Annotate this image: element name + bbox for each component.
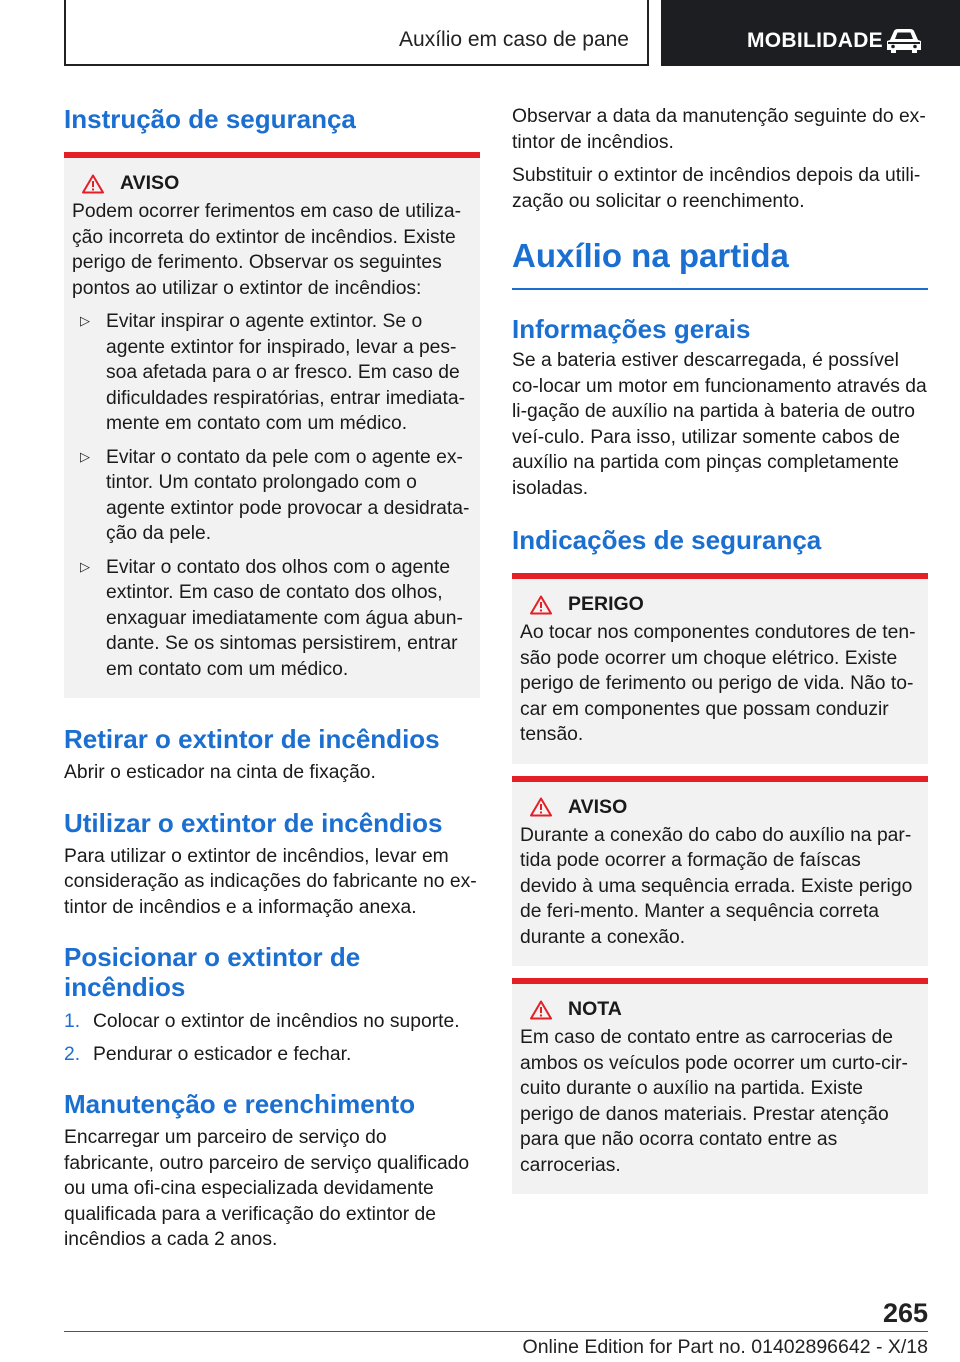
heading-general-info: Informações gerais	[512, 314, 751, 344]
header-section-title: Auxílio em caso de pane	[399, 28, 629, 51]
header-chapter-title: MOBILIDADE	[747, 29, 883, 52]
heading-jump-start: Auxílio na partida	[512, 237, 789, 274]
note-box	[512, 978, 928, 1194]
left-column	[64, 100, 480, 1253]
heading-maintenance: Manutenção e reenchimento	[64, 1089, 416, 1119]
footer-divider	[64, 1331, 928, 1332]
paragraph-replace: Substituir o extintor de incêndios depois da utili-zação ou solicitar o reenchimento.	[512, 165, 921, 212]
paragraph-general-info: Se a bateria estiver descarregada, é possível co-locar um motor em funcionamento através da li-gação de auxílio na partida à bateria de outro veí-culo. Para isso, utilizar somente cabos de auxílio na partida com pinças completamente isoladas.	[512, 350, 927, 499]
list-item	[64, 1009, 480, 1035]
footer-edition: Online Edition for Part no. 01402896642 - X/18	[522, 1336, 928, 1358]
warning-box-title	[72, 172, 472, 195]
steps-list	[64, 1009, 480, 1067]
heading-use-extinguisher: Utilizar o extintor de incêndios	[64, 807, 443, 838]
danger-box	[512, 573, 928, 764]
page-number: 265	[882, 1298, 928, 1328]
heading-safety-notes: Indicações de segurança	[512, 525, 822, 555]
danger-label: PERIGO	[568, 593, 644, 615]
triangle-bullet-icon: ▷	[80, 448, 90, 464]
step-number: 1.	[64, 1011, 81, 1032]
warning-box	[512, 776, 928, 967]
car-icon	[884, 26, 924, 56]
paragraph-remove: Abrir o esticador na cinta de fixação.	[64, 762, 376, 783]
header-section-frame	[64, 0, 649, 66]
list-item	[64, 1042, 480, 1068]
warning-triangle-icon	[82, 174, 104, 194]
paragraph-use: Para utilizar o extintor de incêndios, levar em consideração as indicações do fabricante no ex-tintor de incêndios e a informação anexa.	[64, 845, 477, 918]
warning-triangle-icon	[530, 797, 552, 817]
warning-label: AVISO	[120, 172, 180, 194]
heading-safety-instruction: Instrução de segurança	[64, 104, 356, 134]
triangle-bullet-icon: ▷	[80, 313, 90, 328]
warning-label: AVISO	[568, 795, 628, 818]
paragraph-maintenance: Encarregar um parceiro de serviço do fabricante, outro parceiro de serviço qualificado ou uma ofi-cina especializada devidamente qualificada para a verificação do extintor de incêndios a cada 2 anos.	[64, 1127, 470, 1250]
list-item	[72, 445, 472, 547]
warning-box-title	[520, 796, 920, 819]
list-item	[72, 309, 472, 437]
note-text: Em caso de contato entre as carrocerias de ambos os veículos pode ocorrer um curto-cir-cuito durante o auxílio na partida. Existe perigo de danos materiais. Prestar atenção para que não ocorra contato entre as carrocerias.	[520, 1027, 908, 1176]
warning-triangle-icon	[530, 1000, 552, 1020]
note-box-title	[520, 998, 920, 1021]
heading-position-extinguisher: Posicionar o extintor de incêndios	[64, 942, 361, 1002]
danger-text: Ao tocar nos componentes condutores de ten-são pode ocorrer um choque elétrico. Existe perigo de ferimento ou perigo de vida. Não to-car em componentes que possam conduzir tensão.	[520, 622, 916, 745]
warning-text: Durante a conexão do cabo do auxílio na par-tida pode ocorrer a formação de faíscas devido à uma sequência errada. Existe perigo de feri-mento. Manter a sequência correta durante a conexão.	[520, 824, 913, 948]
bullet-text: Evitar inspirar o agente extintor. Se o agente extintor for inspirado, levar a pes-soa afetada para o ar fresco. Em caso de dificuldades respiratórias, entrar imediata-mente em contato com um médico.	[106, 311, 466, 434]
list-item	[72, 555, 472, 683]
heading-divider	[512, 288, 928, 290]
note-label: NOTA	[568, 998, 622, 1020]
header-chapter-tab[interactable]	[661, 0, 960, 66]
triangle-bullet-icon: ▷	[80, 558, 90, 574]
danger-box-title	[520, 593, 920, 616]
heading-remove-extinguisher: Retirar o extintor de incêndios	[64, 724, 440, 754]
warning-triangle-icon	[530, 595, 552, 615]
warning-box	[64, 152, 480, 698]
paragraph-observe-date: Observar a data da manutenção seguinte do ex-tintor de incêndios.	[512, 106, 926, 153]
right-column	[512, 100, 928, 1194]
bullet-text: Evitar o contato dos olhos com o agente extintor. Em caso de contato dos olhos, enxaguar imediatamente com água abun-dante. Se os sintomas persistirem, entrar em contato com um médico.	[106, 556, 463, 680]
step-text: Colocar o extintor de incêndios no suporte.	[93, 1011, 460, 1032]
step-number: 2.	[64, 1043, 81, 1065]
warning-intro: Podem ocorrer ferimentos em caso de utiliza-ção incorreta do extintor de incêndios. Existe perigo de ferimento. Observar os seguintes pontos ao utilizar o extintor de incêndios:	[72, 201, 461, 299]
bullet-text: Evitar o contato da pele com o agente ex-tintor. Um contato prolongado com o agente extintor pode provocar a desidrata-ção da pele.	[106, 446, 470, 544]
step-text: Pendurar o esticador e fechar.	[93, 1043, 352, 1065]
